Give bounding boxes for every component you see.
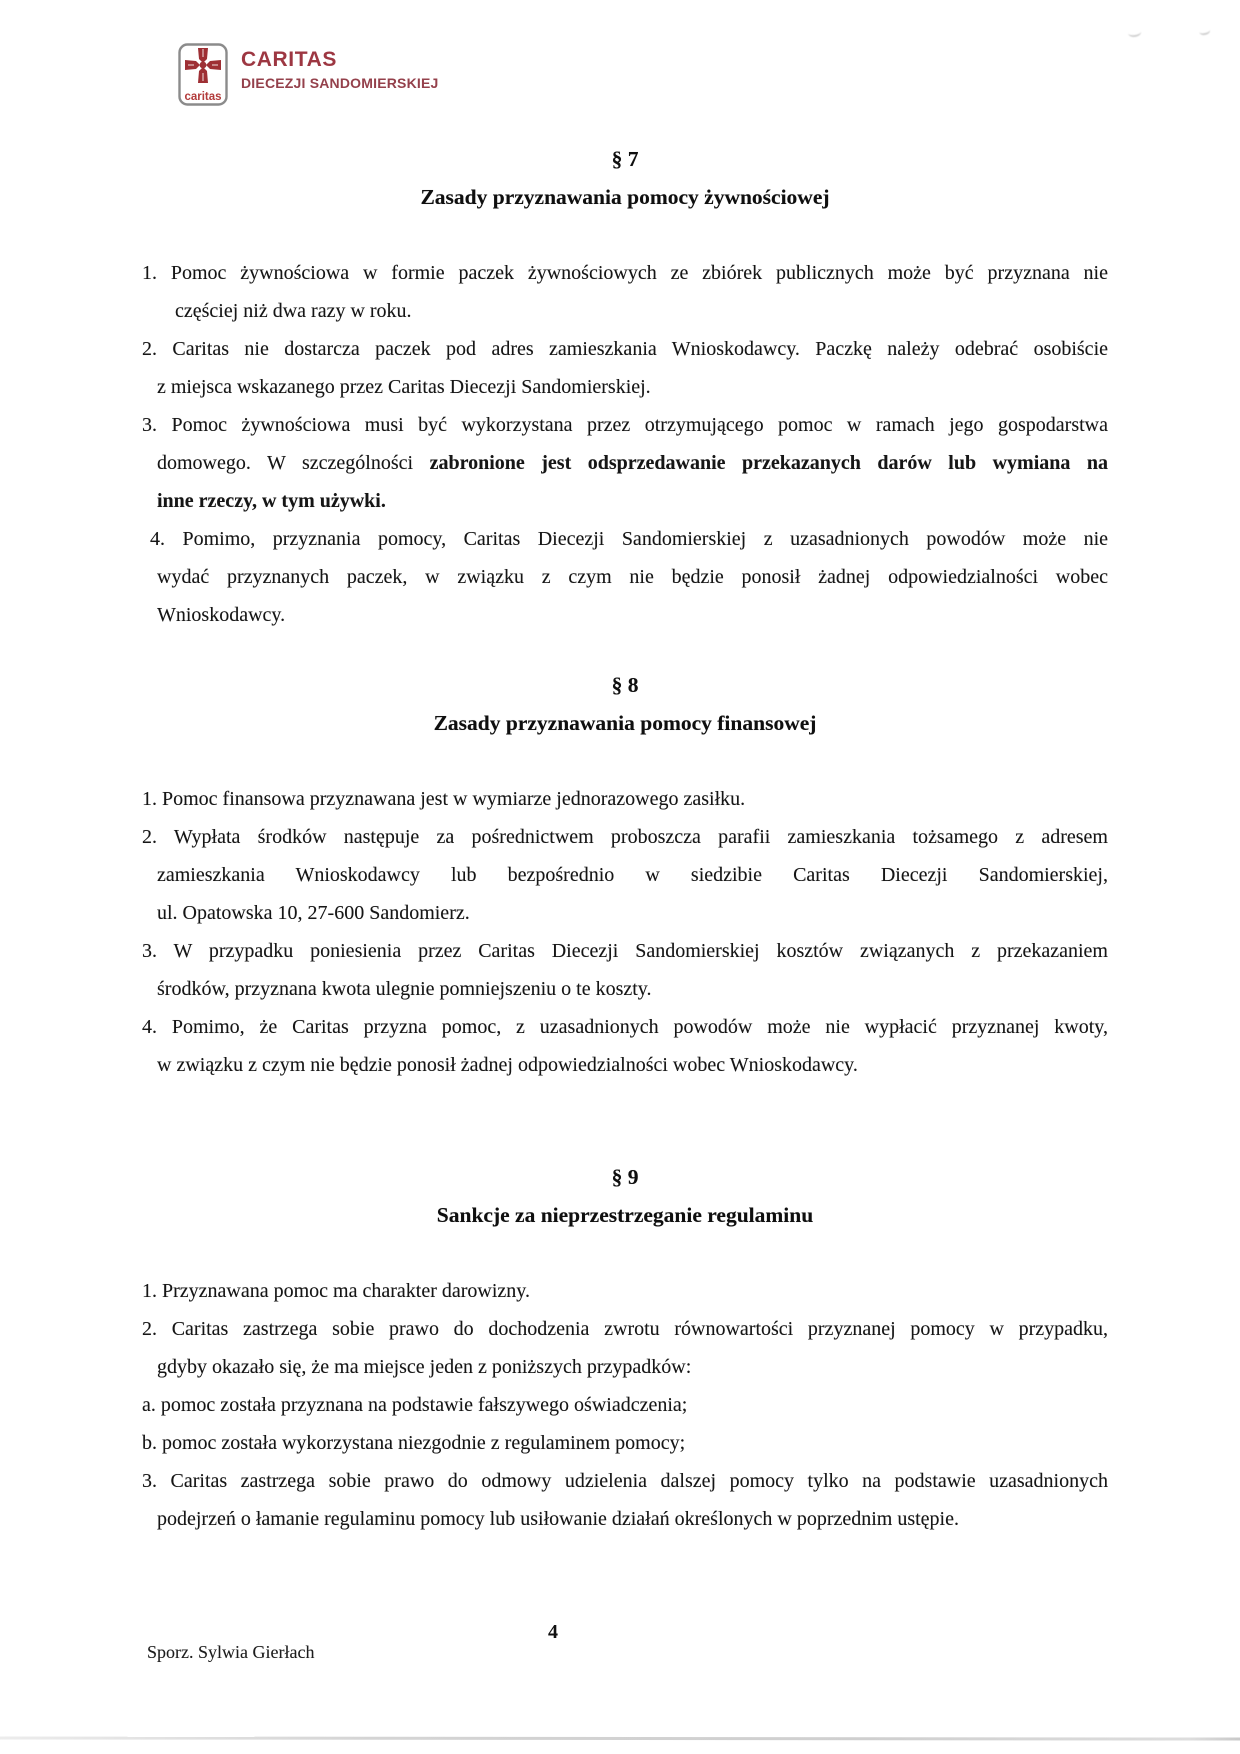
text-run: 3. W przypadku poniesienia przez Caritas Diecezji Sandomierskiej kosztów związanych z przekazaniem	[142, 940, 1108, 962]
text-run: 4. Pomimo, przyznania pomocy, Caritas Diecezji Sandomierskiej z uzasadnionych powodów może nie	[150, 528, 1108, 550]
text-run: środków, przyznana kwota ulegnie pomniejszeniu o te koszty.	[157, 978, 652, 1000]
text-run: z miejsca wskazanego przez Caritas Diecezji Sandomierskiej.	[157, 376, 651, 398]
caritas-logo-box-icon	[178, 43, 228, 106]
text-run: zamieszkania Wnioskodawcy lub bezpośrednio w siedzibie Caritas Diecezji Sandomierskiej,	[157, 864, 1108, 886]
text-run: 2. Caritas zastrzega sobie prawo do dochodzenia zwrotu równowartości przyznanej pomocy w przypadku,	[142, 1318, 1108, 1340]
text-run: a. pomoc została przyznana na podstawie fałszywego oświadczenia;	[142, 1394, 688, 1416]
section-§9	[142, 1158, 1108, 1538]
text-run: 3. Caritas zastrzega sobie prawo do odmowy udzielenia dalszej pomocy tylko na podstawie uzasadnionych	[142, 1470, 1108, 1492]
item-line	[142, 970, 1108, 1008]
item-line	[142, 330, 1108, 368]
section-list	[142, 780, 1108, 1084]
text-run: gdyby okazało się, że ma miejsce jeden z poniższych przypadków:	[157, 1356, 692, 1378]
item-line	[142, 932, 1108, 970]
item-line	[142, 482, 1108, 520]
item-line	[142, 1424, 1108, 1462]
item-line	[142, 1348, 1108, 1386]
item-line	[142, 1500, 1108, 1538]
text-run: b. pomoc została wykorzystana niezgodnie z regulaminem pomocy;	[142, 1432, 686, 1454]
bold-text-run: inne rzeczy, w tym używki.	[157, 490, 386, 512]
list-item	[142, 1386, 1108, 1424]
item-line	[142, 894, 1108, 932]
list-item	[142, 780, 1108, 818]
page-number: 4	[548, 1621, 558, 1643]
text-run: w związku z czym nie będzie ponosił żadnej odpowiedzialności wobec Wnioskodawcy.	[157, 1054, 858, 1076]
caritas-logo	[178, 43, 439, 106]
item-line	[142, 1386, 1108, 1424]
text-run: domowego. W szczególności	[157, 452, 430, 474]
item-line	[142, 520, 1108, 558]
list-item	[142, 1272, 1108, 1310]
list-item	[142, 406, 1108, 520]
list-item	[142, 520, 1108, 634]
section-§7	[142, 140, 1108, 634]
list-item	[142, 932, 1108, 1008]
list-item	[142, 1008, 1108, 1084]
section-list	[142, 1272, 1108, 1538]
text-run: częściej niż dwa razy w roku.	[175, 300, 412, 322]
section-title: Zasady przyznawania pomocy finansowej	[433, 711, 817, 735]
item-line	[142, 1310, 1108, 1348]
item-line	[142, 558, 1108, 596]
section-§8	[142, 666, 1108, 1084]
list-item	[142, 1462, 1108, 1538]
section-title: Sankcje za nieprzestrzeganie regulaminu	[436, 1203, 814, 1227]
list-item	[142, 330, 1108, 406]
scan-smudge	[1198, 25, 1211, 36]
brand-subtitle: DIECEZJI SANDOMIERSKIEJ	[241, 75, 439, 91]
text-run: 2. Wypłata środków następuje za pośrednictwem proboszcza parafii zamieszkania tożsamego z adresem	[142, 826, 1108, 848]
scan-smudge	[1127, 26, 1141, 38]
item-line	[142, 856, 1108, 894]
item-line	[142, 818, 1108, 856]
item-line	[142, 1046, 1108, 1084]
bold-text-run: zabronione jest odsprzedawanie przekazanych darów lub wymiana na	[429, 452, 1108, 474]
text-run: podejrzeń o łamanie regulaminu pomocy lub usiłowanie działań określonych w poprzednim ustępie.	[157, 1508, 959, 1530]
text-run: 3. Pomoc żywnościowa musi być wykorzystana przez otrzymującego pomoc w ramach jego gospodarstwa	[142, 414, 1108, 436]
list-item	[142, 254, 1108, 330]
footer-note: Sporz. Sylwia Gierłach	[147, 1642, 315, 1662]
item-line	[142, 1462, 1108, 1500]
item-line	[142, 780, 1108, 818]
item-line	[142, 596, 1108, 634]
text-run: 1. Pomoc finansowa przyznawana jest w wymiarze jednorazowego zasiłku.	[142, 788, 746, 810]
section-number: § 8	[611, 673, 639, 697]
section-number: § 7	[611, 147, 639, 171]
section-list	[142, 254, 1108, 634]
item-line	[142, 444, 1108, 482]
logo-word: caritas	[184, 91, 222, 103]
text-run: 1. Przyznawana pomoc ma charakter darowizny.	[142, 1280, 530, 1302]
text-run: Wnioskodawcy.	[157, 604, 286, 626]
text-run: 1. Pomoc żywnościowa w formie paczek żywnościowych ze zbiórek publicznych może być przyznana nie	[142, 262, 1108, 284]
brand-title: CARITAS	[241, 48, 337, 71]
item-line	[142, 292, 1108, 330]
item-line	[142, 1272, 1108, 1310]
item-line	[142, 1008, 1108, 1046]
text-run: 2. Caritas nie dostarcza paczek pod adres zamieszkania Wnioskodawcy. Paczkę należy odebrać osobiście	[142, 338, 1108, 360]
brand-text	[241, 43, 439, 91]
page-edge-line	[0, 1736, 1240, 1740]
list-item	[142, 818, 1108, 932]
text-run: ul. Opatowska 10, 27-600 Sandomierz.	[157, 902, 470, 924]
list-item	[142, 1310, 1108, 1386]
text-run: 4. Pomimo, że Caritas przyzna pomoc, z uzasadnionych powodów może nie wypłacić przyznanej kwoty,	[142, 1016, 1108, 1038]
item-line	[142, 406, 1108, 444]
item-line	[142, 368, 1108, 406]
section-number: § 9	[611, 1165, 639, 1189]
section-title: Zasady przyznawania pomocy żywnościowej	[420, 185, 830, 209]
item-line	[142, 254, 1108, 292]
text-run: wydać przyznanych paczek, w związku z czym nie będzie ponosił żadnej odpowiedzialności wobec	[157, 566, 1108, 588]
list-item	[142, 1424, 1108, 1462]
